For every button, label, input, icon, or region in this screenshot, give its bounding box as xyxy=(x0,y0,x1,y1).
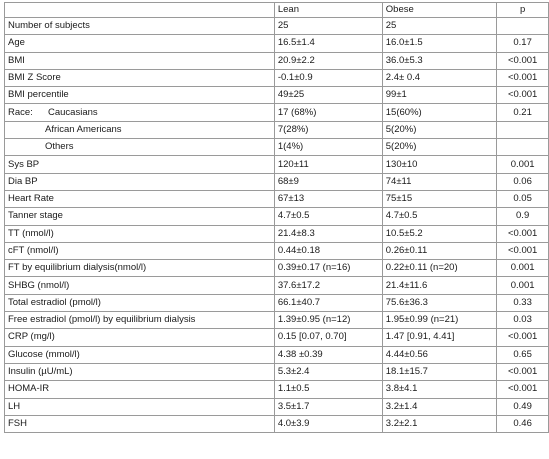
race-sublabel: Caucasians xyxy=(48,106,98,118)
comparison-table xyxy=(4,2,549,433)
lean-value: 17 (68%) xyxy=(274,104,382,121)
lean-value: 66.1±40.7 xyxy=(274,294,382,311)
lean-value: 3.5±1.7 xyxy=(274,398,382,415)
row-label: Age xyxy=(5,35,275,52)
p-value: <0.001 xyxy=(497,242,549,259)
row-label: CRP (mg/l) xyxy=(5,329,275,346)
row-label: BMI Z Score xyxy=(5,69,275,86)
p-value: <0.001 xyxy=(497,52,549,69)
lean-value: 4.38 ±0.39 xyxy=(274,346,382,363)
p-value xyxy=(497,121,549,138)
row-label: BMI percentile xyxy=(5,87,275,104)
p-value: 0.21 xyxy=(497,104,549,121)
obese-value: 3.2±2.1 xyxy=(382,415,497,432)
row-label: Total estradiol (pmol/l) xyxy=(5,294,275,311)
obese-value: 10.5±5.2 xyxy=(382,225,497,242)
race-label: Race: xyxy=(8,106,33,118)
table-row xyxy=(5,346,549,363)
table-row xyxy=(5,398,549,415)
lean-value: 20.9±2.2 xyxy=(274,52,382,69)
row-label: African Americans xyxy=(5,121,275,138)
lean-value: 0.15 [0.07, 0.70] xyxy=(274,329,382,346)
table-row xyxy=(5,18,549,35)
table-row xyxy=(5,173,549,190)
p-value: 0.33 xyxy=(497,294,549,311)
p-value: <0.001 xyxy=(497,225,549,242)
row-label: Number of subjects xyxy=(5,18,275,35)
obese-value: 1.47 [0.91, 4.41] xyxy=(382,329,497,346)
obese-value: 75±15 xyxy=(382,190,497,207)
table-row xyxy=(5,87,549,104)
lean-value: 0.44±0.18 xyxy=(274,242,382,259)
lean-value: -0.1±0.9 xyxy=(274,69,382,86)
row-label: BMI xyxy=(5,52,275,69)
row-label: FT by equilibrium dialysis(nmol/l) xyxy=(5,260,275,277)
header-cell-label xyxy=(5,3,275,18)
row-label: HOMA-IR xyxy=(5,381,275,398)
table-row xyxy=(5,381,549,398)
obese-value: 3.8±4.1 xyxy=(382,381,497,398)
table-row xyxy=(5,52,549,69)
lean-value: 1(4%) xyxy=(274,139,382,156)
header-cell-obese: Obese xyxy=(382,3,497,18)
table-row xyxy=(5,415,549,432)
table-row xyxy=(5,208,549,225)
obese-value: 2.4± 0.4 xyxy=(382,69,497,86)
row-label: LH xyxy=(5,398,275,415)
lean-value: 7(28%) xyxy=(274,121,382,138)
lean-value: 1.39±0.95 (n=12) xyxy=(274,312,382,329)
p-value: <0.001 xyxy=(497,69,549,86)
obese-value: 5(20%) xyxy=(382,139,497,156)
p-value: 0.05 xyxy=(497,190,549,207)
p-value: 0.001 xyxy=(497,260,549,277)
row-label: Sys BP xyxy=(5,156,275,173)
obese-value: 3.2±1.4 xyxy=(382,398,497,415)
p-value: <0.001 xyxy=(497,381,549,398)
obese-value: 0.22±0.11 (n=20) xyxy=(382,260,497,277)
obese-value: 74±11 xyxy=(382,173,497,190)
row-label: Heart Rate xyxy=(5,190,275,207)
lean-value: 16.5±1.4 xyxy=(274,35,382,52)
lean-value: 5.3±2.4 xyxy=(274,363,382,380)
row-label: cFT (nmol/l) xyxy=(5,242,275,259)
table-header-row xyxy=(5,3,549,18)
table-row xyxy=(5,312,549,329)
obese-value: 18.1±15.7 xyxy=(382,363,497,380)
p-value: 0.49 xyxy=(497,398,549,415)
obese-value: 75.6±36.3 xyxy=(382,294,497,311)
table-row xyxy=(5,260,549,277)
lean-value: 120±11 xyxy=(274,156,382,173)
lean-value: 68±9 xyxy=(274,173,382,190)
lean-value: 21.4±8.3 xyxy=(274,225,382,242)
obese-value: 15(60%) xyxy=(382,104,497,121)
obese-value: 25 xyxy=(382,18,497,35)
table-row xyxy=(5,190,549,207)
lean-value: 49±25 xyxy=(274,87,382,104)
p-value: <0.001 xyxy=(497,329,549,346)
row-label: Glucose (mmol/l) xyxy=(5,346,275,363)
p-value: 0.65 xyxy=(497,346,549,363)
table-row xyxy=(5,294,549,311)
obese-value: 130±10 xyxy=(382,156,497,173)
lean-value: 0.39±0.17 (n=16) xyxy=(274,260,382,277)
row-label: SHBG (nmol/l) xyxy=(5,277,275,294)
obese-value: 0.26±0.11 xyxy=(382,242,497,259)
p-value: 0.03 xyxy=(497,312,549,329)
obese-value: 21.4±11.6 xyxy=(382,277,497,294)
row-label: Others xyxy=(5,139,275,156)
table-row xyxy=(5,139,549,156)
obese-value: 1.95±0.99 (n=21) xyxy=(382,312,497,329)
p-value: 0.17 xyxy=(497,35,549,52)
table-row xyxy=(5,121,549,138)
lean-value: 25 xyxy=(274,18,382,35)
table-row xyxy=(5,277,549,294)
obese-value: 16.0±1.5 xyxy=(382,35,497,52)
p-value: 0.001 xyxy=(497,156,549,173)
row-label: Tanner stage xyxy=(5,208,275,225)
row-label: TT (nmol/l) xyxy=(5,225,275,242)
lean-value: 67±13 xyxy=(274,190,382,207)
lean-value: 4.7±0.5 xyxy=(274,208,382,225)
obese-value: 4.44±0.56 xyxy=(382,346,497,363)
p-value: 0.001 xyxy=(497,277,549,294)
table-row xyxy=(5,363,549,380)
obese-value: 4.7±0.5 xyxy=(382,208,497,225)
p-value: <0.001 xyxy=(497,363,549,380)
row-label: Insulin (µU/mL) xyxy=(5,363,275,380)
table-row xyxy=(5,35,549,52)
table-row xyxy=(5,104,549,121)
row-label-race xyxy=(5,104,275,121)
lean-value: 1.1±0.5 xyxy=(274,381,382,398)
table-row xyxy=(5,156,549,173)
obese-value: 5(20%) xyxy=(382,121,497,138)
row-label: Free estradiol (pmol/l) by equilibrium dialysis xyxy=(5,312,275,329)
lean-value: 37.6±17.2 xyxy=(274,277,382,294)
header-cell-p: p xyxy=(497,3,549,18)
table-row xyxy=(5,69,549,86)
obese-value: 36.0±5.3 xyxy=(382,52,497,69)
table-row xyxy=(5,225,549,242)
p-value xyxy=(497,139,549,156)
lean-value: 4.0±3.9 xyxy=(274,415,382,432)
obese-value: 99±1 xyxy=(382,87,497,104)
header-cell-lean: Lean xyxy=(274,3,382,18)
table-row xyxy=(5,242,549,259)
table-row xyxy=(5,329,549,346)
row-label: FSH xyxy=(5,415,275,432)
row-label: Dia BP xyxy=(5,173,275,190)
p-value: 0.9 xyxy=(497,208,549,225)
p-value xyxy=(497,18,549,35)
p-value: 0.06 xyxy=(497,173,549,190)
p-value: 0.46 xyxy=(497,415,549,432)
p-value: <0.001 xyxy=(497,87,549,104)
